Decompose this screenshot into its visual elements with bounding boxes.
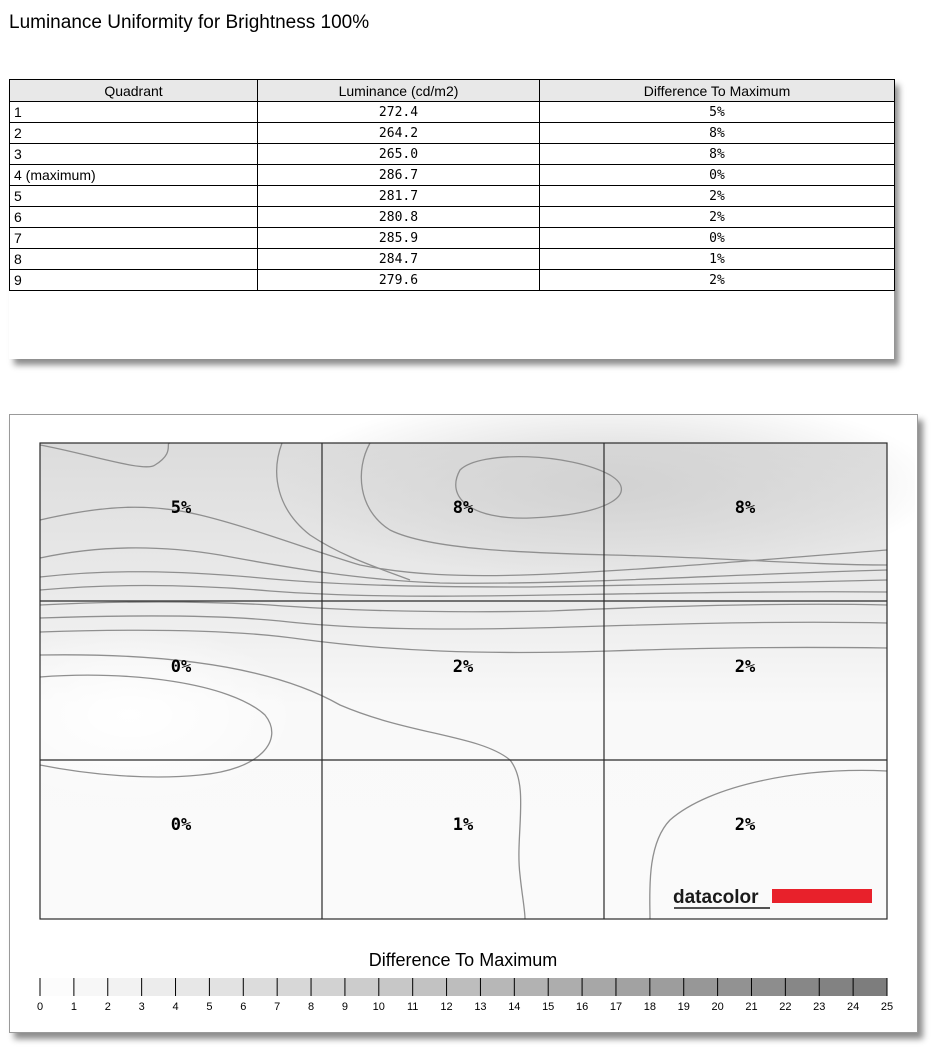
- scale-tick-label: 3: [138, 1001, 145, 1013]
- scale-tick-label: 13: [474, 1001, 487, 1013]
- cell-luminance: 280.8: [258, 207, 540, 228]
- table-row: [10, 270, 895, 291]
- scale-swatch: [480, 978, 514, 996]
- scale-swatch: [650, 978, 684, 996]
- cell-difference: 5%: [540, 102, 895, 123]
- table-header-row: [10, 80, 895, 102]
- scale-tick-label: 19: [677, 1001, 690, 1013]
- scale-tick-label: 21: [745, 1001, 758, 1013]
- uniformity-table-panel: [9, 79, 894, 359]
- difference-scale: [37, 978, 893, 1013]
- cell-luminance: 279.6: [258, 270, 540, 291]
- cell-difference: 0%: [540, 228, 895, 249]
- cell-luminance: 272.4: [258, 102, 540, 123]
- scale-swatch: [447, 978, 481, 996]
- uniformity-heatmap: [10, 415, 915, 1030]
- scale-tick-label: 1: [70, 1001, 77, 1013]
- scale-swatch: [142, 978, 176, 996]
- cell-difference: 8%: [540, 123, 895, 144]
- scale-swatch: [277, 978, 311, 996]
- scale-tick-label: 17: [609, 1001, 623, 1013]
- scale-tick-label: 5: [206, 1001, 213, 1013]
- scale-tick-label: 2: [104, 1001, 111, 1013]
- cell-luminance: 281.7: [258, 186, 540, 207]
- cell-difference: 1%: [540, 249, 895, 270]
- quadrant-label-8: 1%: [452, 815, 474, 835]
- cell-difference: 8%: [540, 144, 895, 165]
- uniformity-chart-panel: [9, 414, 918, 1033]
- scale-swatch: [108, 978, 142, 996]
- quadrant-label-9: 2%: [734, 815, 756, 835]
- scale-tick-label: 11: [406, 1001, 419, 1013]
- quadrant-label-4: 0%: [170, 657, 192, 677]
- quadrant-label-6: 2%: [734, 657, 756, 677]
- page-title: Luminance Uniformity for Brightness 100%: [9, 12, 370, 33]
- cell-quadrant: 2: [10, 123, 258, 144]
- cell-difference: 2%: [540, 207, 895, 228]
- scale-tick-label: 15: [542, 1001, 555, 1013]
- scale-tick-label: 7: [274, 1001, 281, 1013]
- header-quadrant: Quadrant: [10, 80, 258, 102]
- scale-tick-label: 8: [307, 1001, 315, 1013]
- header-luminance: Luminance (cd/m2): [258, 80, 540, 102]
- scale-tick-label: 14: [508, 1001, 521, 1013]
- cell-quadrant: 8: [10, 249, 258, 270]
- scale-swatch: [616, 978, 650, 996]
- cell-quadrant: 9: [10, 270, 258, 291]
- cell-quadrant: 7: [10, 228, 258, 249]
- cell-quadrant: 5: [10, 186, 258, 207]
- scale-tick-label: 23: [813, 1001, 826, 1013]
- scale-swatch: [40, 978, 74, 996]
- table-row: [10, 144, 895, 165]
- uniformity-table: [9, 79, 895, 291]
- logo-wordmark: datacolor: [673, 887, 759, 908]
- cell-difference: 2%: [540, 270, 895, 291]
- scale-tick-label: 9: [341, 1001, 348, 1013]
- scale-swatch: [684, 978, 718, 996]
- cell-difference: 2%: [540, 186, 895, 207]
- scale-swatch: [718, 978, 752, 996]
- quadrant-label-3: 8%: [734, 498, 756, 518]
- scale-tick-label: 20: [711, 1001, 724, 1013]
- scale-swatch: [582, 978, 616, 996]
- cell-quadrant: 6: [10, 207, 258, 228]
- table-row: [10, 102, 895, 123]
- scale-swatch: [176, 978, 210, 996]
- scale-title: Difference To Maximum: [368, 950, 558, 970]
- scale-tick-label: 16: [575, 1001, 589, 1013]
- scale-tick-label: 10: [372, 1001, 385, 1013]
- logo-red-bar: [772, 889, 872, 903]
- scale-swatch: [514, 978, 548, 996]
- scale-swatch: [345, 978, 379, 996]
- scale-swatch: [751, 978, 785, 996]
- table-row: [10, 123, 895, 144]
- scale-swatch: [853, 978, 887, 996]
- scale-swatch: [74, 978, 108, 996]
- scale-swatch: [379, 978, 413, 996]
- scale-swatch: [311, 978, 345, 996]
- cell-quadrant: 1: [10, 102, 258, 123]
- scale-tick-label: 24: [846, 1001, 860, 1013]
- cell-luminance: 285.9: [258, 228, 540, 249]
- cell-luminance: 286.7: [258, 165, 540, 186]
- table-row: [10, 186, 895, 207]
- scale-swatch: [548, 978, 582, 996]
- scale-swatch: [243, 978, 277, 996]
- scale-tick-label: 25: [880, 1001, 894, 1013]
- quadrant-label-5: 2%: [452, 657, 474, 677]
- cell-luminance: 264.2: [258, 123, 540, 144]
- table-row: [10, 228, 895, 249]
- scale-swatch: [209, 978, 243, 996]
- cell-quadrant: 4 (maximum): [10, 165, 258, 186]
- scale-tick-label: 22: [779, 1001, 792, 1013]
- cell-quadrant: 3: [10, 144, 258, 165]
- quadrant-label-7: 0%: [170, 815, 192, 835]
- scale-tick-label: 6: [240, 1001, 247, 1013]
- quadrant-label-1: 5%: [170, 498, 192, 518]
- cell-luminance: 284.7: [258, 249, 540, 270]
- scale-tick-label: 4: [172, 1001, 179, 1013]
- table-row: [10, 207, 895, 228]
- scale-swatch: [819, 978, 853, 996]
- scale-swatch: [413, 978, 447, 996]
- cell-luminance: 265.0: [258, 144, 540, 165]
- cell-difference: 0%: [540, 165, 895, 186]
- scale-tick-label: 18: [643, 1001, 656, 1013]
- scale-swatch: [785, 978, 819, 996]
- header-difference: Difference To Maximum: [540, 80, 895, 102]
- quadrant-label-2: 8%: [452, 498, 474, 518]
- scale-tick-label: 0: [36, 1001, 44, 1013]
- table-row: [10, 249, 895, 270]
- table-row: [10, 165, 895, 186]
- scale-tick-label: 12: [440, 1001, 453, 1013]
